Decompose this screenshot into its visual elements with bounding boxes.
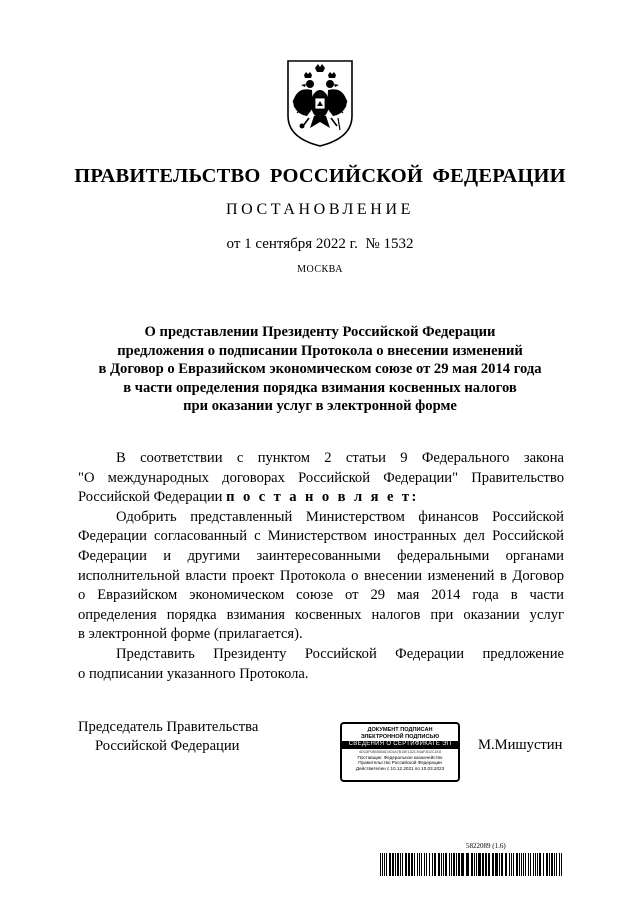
date-number-line — [0, 236, 640, 253]
barcode-number: 5822089 (1.6) — [466, 842, 506, 850]
heading-line: О представлении Президенту Российской Федерации — [144, 324, 496, 340]
heading-line: предложения о подписании Протокола о внесении изменений — [117, 342, 523, 359]
stamp-line: ЭЛЕКТРОННОЙ ПОДПИСЬЮ — [360, 733, 440, 740]
stamp-validity: Действителен с 10.12.2021 по 10.03.2023 — [355, 765, 445, 771]
government-title: ПРАВИТЕЛЬСТВО РОССИЙСКОЙ ФЕДЕРАЦИИ — [74, 165, 566, 187]
resolves-prefix: Российской Федерации — [78, 489, 223, 506]
stamp-serial: 4DC8F05B580AD4C6A7B15E1D2C94AF3D2C1E8 — [359, 749, 441, 754]
body-line: исполнительной власти проект Протокола о внесении изменений в Договор — [78, 567, 564, 584]
heading-line: при оказании услуг в электронной форме — [183, 398, 457, 415]
body-line: Федерации согласованный с Министерством иностранных дел Российской — [78, 528, 564, 545]
document-heading — [60, 323, 580, 416]
signatory-position — [78, 718, 258, 756]
body-line-resolves — [78, 488, 564, 508]
position-line: Председатель Правительства — [78, 719, 259, 735]
stamp-issuer: Поставщик: Федеральное казначейство — [357, 754, 443, 760]
stamp-issuer: Правительство Российской Федерации — [358, 760, 442, 766]
heading-line: в Договор о Евразийском экономическом союзе от 29 мая 2014 года — [98, 361, 542, 378]
document-number: № 1532 — [365, 236, 414, 252]
resolves-word: п о с т а н о в л я е т: — [226, 489, 419, 506]
body-line: Одобрить представленный Министерством финансов Российской — [116, 508, 564, 525]
body-line: Представить Президенту Российской Федерации предложение — [116, 645, 564, 662]
heading-line: в части определения порядка взимания косвенных налогов — [123, 379, 517, 396]
body-line: "О международных договорах Российской Федерации" Правительство — [78, 469, 564, 486]
body-line: в электронной форме (прилагается). — [78, 626, 303, 643]
body-line: о Евразийском экономическом союзе от 29 мая 2014 года в части — [78, 587, 564, 604]
coat-of-arms-emblem — [285, 58, 355, 148]
body-line: Федерации и другими заинтересованными федеральными органами — [78, 547, 564, 564]
electronic-signature-stamp — [340, 722, 460, 782]
barcode-image — [380, 853, 564, 876]
document-date: от 1 сентября 2022 г. — [226, 236, 358, 252]
stamp-line: ДОКУМЕНТ ПОДПИСАН — [367, 727, 433, 733]
body-line: о подписании указанного Протокола. — [78, 665, 309, 682]
city-name: МОСКВА — [297, 264, 343, 275]
document-body — [78, 449, 564, 684]
stamp-certificate-header: СВЕДЕНИЯ О СЕРТИФИКАТЕ ЭП — [342, 741, 458, 749]
body-line: В соответствии с пунктом 2 статьи 9 Федерального закона — [116, 450, 564, 466]
document-type: ПОСТАНОВЛЕНИЕ — [226, 201, 414, 218]
position-line: Российской Федерации — [95, 738, 240, 754]
body-line: определения порядка взимания косвенных налогов при оказании услуг — [78, 606, 564, 623]
signatory-name: М.Мишустин — [478, 737, 563, 753]
